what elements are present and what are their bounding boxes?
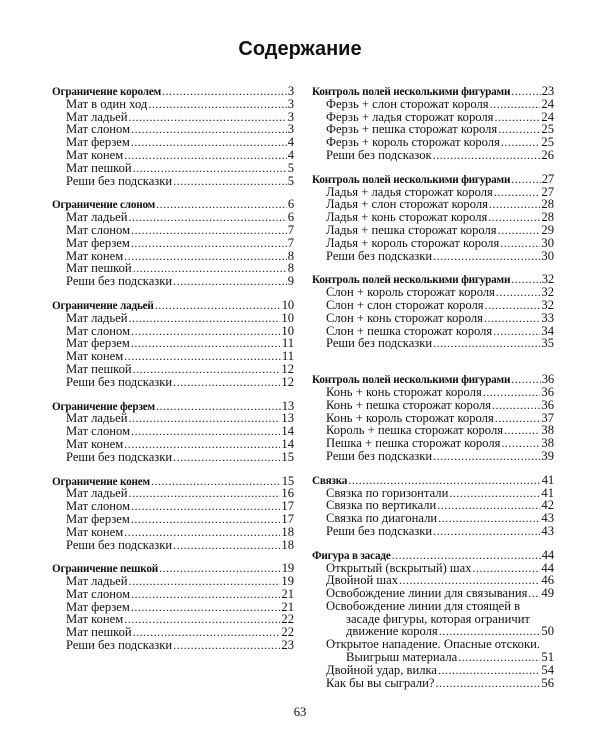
entry-label: Открытый (вскрытый) шах	[326, 560, 472, 575]
dot-leader	[437, 499, 540, 512]
entry-label: Ограничение пешкой	[52, 563, 159, 576]
entry-page-number: 32	[541, 285, 554, 300]
entry-page-number: 4	[287, 147, 294, 162]
entry-page-number: 34	[541, 323, 554, 338]
dot-leader	[511, 85, 541, 98]
entry-label: Реши без подсказки	[326, 336, 433, 351]
dot-leader	[438, 512, 540, 525]
entry-page-number: 30	[541, 235, 554, 250]
dot-leader	[392, 549, 541, 562]
entry-label: Мат конем	[66, 349, 124, 364]
entry-label: движение короля	[346, 624, 438, 639]
entry-page-number: 39	[541, 448, 554, 463]
entry-page-number: 17	[281, 511, 294, 526]
entry-label: Ферзь + слон сторожат короля	[326, 96, 489, 111]
entry-label: Реши без подсказки	[66, 374, 173, 389]
dot-leader	[156, 400, 281, 413]
toc-entry[interactable]	[52, 575, 294, 588]
entry-page-number: 44	[541, 560, 554, 575]
entry-label: Слон + конь сторожат короля	[326, 310, 483, 325]
entry-page-number: 27	[541, 171, 554, 186]
dot-leader	[433, 250, 540, 263]
toc-entry[interactable]	[312, 224, 554, 237]
entry-label: Ладья + король сторожат короля	[326, 235, 500, 250]
entry-label: Контроль полей несколькими фигурами	[312, 374, 511, 387]
entry-label: Связка по горизонтали	[326, 485, 449, 500]
entry-page-number: 6	[287, 210, 294, 225]
entry-page-number: 15	[281, 449, 294, 464]
toc-entry[interactable]	[312, 525, 554, 538]
toc-entry[interactable]	[312, 237, 554, 250]
entry-label: Ферзь + король сторожат короля	[326, 135, 500, 150]
entry-label: Реши без подсказки	[326, 523, 433, 538]
dot-leader	[173, 639, 280, 652]
entry-label: Реши без подсказки	[66, 638, 173, 653]
entry-label: Мат ферзем	[66, 336, 130, 351]
entry-page-number: 14	[281, 436, 294, 451]
toc-section	[52, 562, 294, 652]
entry-label: Мат конем	[66, 436, 124, 451]
toc-entry[interactable]	[312, 587, 554, 600]
entry-label: Фигура в засаде	[312, 549, 391, 562]
dot-leader	[131, 601, 281, 614]
toc-entry[interactable]	[312, 337, 554, 350]
entry-page-number: 10	[281, 310, 294, 325]
entry-page-number: 3	[287, 122, 294, 137]
entry-label: Выигрыш материала	[346, 650, 458, 665]
toc-section-heading[interactable]	[52, 85, 294, 98]
dot-leader	[131, 513, 281, 526]
entry-page-number: 38	[541, 436, 554, 451]
entry-label: Двойной шах	[326, 573, 398, 588]
page-number: 63	[293, 705, 307, 719]
dot-leader	[473, 562, 541, 575]
toc-section-heading[interactable]	[52, 299, 294, 312]
entry-label: Двойной удар, вилка	[326, 662, 437, 677]
toc-entry[interactable]	[312, 250, 554, 263]
entry-page-number: 36	[541, 384, 554, 399]
dot-leader	[173, 376, 280, 389]
entry-page-number: 22	[281, 625, 294, 640]
dot-leader	[131, 425, 280, 438]
dot-leader	[438, 664, 540, 677]
toc-section-heading[interactable]	[312, 549, 554, 562]
entry-label: Реши без подсказки	[66, 449, 173, 464]
dot-leader	[131, 588, 280, 601]
entry-label: Контроль полей несколькими фигурами	[312, 173, 511, 186]
toc-entry[interactable]	[52, 98, 294, 111]
entry-page-number: 26	[541, 147, 554, 162]
entry-label: Связка по диагонали	[326, 511, 438, 526]
toc-entry[interactable]	[312, 149, 554, 162]
dot-leader	[433, 149, 541, 162]
toc-section	[312, 273, 554, 350]
entry-label: Ограничение слоном	[52, 199, 156, 212]
toc-entry[interactable]	[52, 588, 294, 601]
entry-label: Мат ферзем	[66, 511, 130, 526]
dot-leader	[155, 299, 281, 312]
dot-leader	[493, 325, 540, 338]
entry-page-number: 24	[541, 96, 554, 111]
entry-page-number: 5	[287, 173, 294, 188]
entry-label: Мат ферзем	[66, 135, 130, 150]
toc-entry[interactable]	[312, 98, 554, 111]
toc-entry[interactable]	[312, 437, 554, 450]
toc-entry[interactable]	[52, 376, 294, 389]
entry-page-number: 36	[541, 372, 554, 387]
dot-leader	[511, 273, 541, 286]
entry-page-number: 21	[281, 586, 294, 601]
entry-page-number: 51	[541, 650, 554, 665]
dot-leader	[173, 539, 280, 552]
toc-entry[interactable]	[312, 450, 554, 463]
entry-page-number: 28	[541, 210, 554, 225]
entry-page-number: 10	[281, 323, 294, 338]
toc-entry[interactable]	[52, 275, 294, 288]
dot-leader	[128, 487, 280, 500]
entry-page-number: 33	[541, 310, 554, 325]
toc-entry-continuation[interactable]	[312, 651, 554, 664]
entry-page-number: 50	[541, 624, 554, 639]
dot-leader	[133, 363, 281, 376]
toc-entry[interactable]	[312, 312, 554, 325]
entry-label: Пешка + пешка сторожат короля	[326, 436, 501, 451]
toc-entry[interactable]	[52, 149, 294, 162]
dot-leader	[162, 85, 287, 98]
toc-entry[interactable]	[312, 512, 554, 525]
dot-leader	[131, 123, 287, 136]
toc-section	[52, 299, 294, 389]
dot-leader	[492, 399, 540, 412]
dot-leader	[496, 286, 541, 299]
entry-label: Ограничение ладьей	[52, 299, 154, 312]
toc-section	[52, 85, 294, 187]
entry-label: Связка по вертикали	[326, 498, 437, 513]
entry-label: Мат конем	[66, 612, 124, 627]
entry-page-number: 3	[287, 96, 294, 111]
entry-page-number: 23	[281, 638, 294, 653]
entry-page-number: 43	[541, 523, 554, 538]
entry-page-number: 4	[287, 135, 294, 150]
dot-leader	[500, 237, 540, 250]
entry-page-number: 11	[281, 349, 294, 364]
entry-page-number: 12	[281, 374, 294, 389]
entry-label: Мат ферзем	[66, 599, 130, 614]
entry-label: Реши без подсказки	[326, 248, 433, 263]
dot-leader	[124, 526, 280, 539]
entry-page-number: 19	[281, 574, 294, 589]
entry-page-number: 13	[281, 411, 294, 426]
toc-section	[52, 198, 294, 288]
entry-label: Реши без подсказок	[326, 147, 432, 162]
entry-label: Мат пешкой	[66, 625, 132, 640]
dot-leader	[528, 587, 540, 600]
dot-leader	[436, 677, 541, 690]
entry-page-number: 17	[281, 499, 294, 514]
dot-leader	[124, 250, 287, 263]
dot-leader	[124, 613, 280, 626]
entry-label: Слон + слон сторожат короля	[326, 297, 484, 312]
entry-label: Реши без подсказки	[66, 173, 173, 188]
entry-label: Мат пешкой	[66, 160, 132, 175]
dot-leader	[494, 111, 540, 124]
entry-label: Ограничение королем	[52, 86, 162, 98]
dot-leader	[128, 211, 286, 224]
entry-label: Мат ладьей	[66, 486, 128, 501]
entry-page-number: 23	[541, 84, 554, 98]
entry-page-number: 41	[541, 472, 554, 487]
toc-section	[52, 475, 294, 552]
toc-section-heading[interactable]	[312, 173, 554, 186]
entry-page-number: 6	[287, 197, 294, 212]
entry-label: Как бы вы сыграли?	[326, 675, 435, 690]
toc-entry[interactable]	[52, 500, 294, 513]
entry-label: Освобождение линии для стоящей в	[326, 598, 521, 613]
toc-section	[312, 173, 554, 263]
dot-leader	[498, 123, 540, 136]
entry-page-number: 27	[541, 184, 554, 199]
entry-label: Мат ладьей	[66, 109, 128, 124]
entry-label: Мат слоном	[66, 499, 131, 514]
dot-leader	[131, 337, 281, 350]
dot-leader	[131, 237, 287, 250]
entry-page-number: 24	[541, 109, 554, 124]
toc-entry[interactable]	[52, 312, 294, 325]
toc-entry[interactable]	[312, 664, 554, 677]
entry-page-number: 25	[541, 122, 554, 137]
toc-section	[312, 373, 554, 463]
toc-entry[interactable]	[52, 162, 294, 175]
entry-page-number: 46	[541, 573, 554, 588]
entry-label: Конь + конь сторожат короля	[326, 384, 482, 399]
toc-left-column	[52, 85, 294, 663]
entry-label: Ладья + пешка сторожат короля	[326, 222, 497, 237]
dot-leader	[511, 173, 541, 186]
entry-label: Мат конем	[66, 147, 124, 162]
entry-label: Слон + пешка сторожат короля	[326, 323, 493, 338]
toc-entry[interactable]	[52, 224, 294, 237]
toc-entry[interactable]	[312, 677, 554, 690]
toc-section-heading[interactable]	[312, 474, 554, 487]
entry-label: Освобождение линии для связывания	[326, 586, 528, 601]
entry-page-number: 3	[287, 84, 294, 98]
entry-page-number: 32	[541, 297, 554, 312]
toc-entry[interactable]	[312, 386, 554, 399]
entry-label: Ферзь + ладья сторожат короля	[326, 109, 494, 124]
dot-leader	[124, 350, 281, 363]
entry-page-number: 37	[541, 410, 554, 425]
entry-page-number: 9	[287, 274, 294, 289]
toc-entry[interactable]	[312, 600, 554, 613]
toc-entry[interactable]	[52, 539, 294, 552]
entry-page-number: 10	[281, 297, 294, 312]
dot-leader	[484, 312, 540, 325]
entry-page-number: 36	[541, 397, 554, 412]
entry-page-number: 43	[541, 511, 554, 526]
toc-entry[interactable]	[52, 513, 294, 526]
entry-page-number: 11	[281, 336, 294, 351]
dot-leader	[156, 198, 287, 211]
entry-label: Реши без подсказки	[66, 537, 173, 552]
entry-label: Реши без подсказки	[66, 274, 173, 289]
dot-leader	[433, 525, 540, 538]
dot-leader	[159, 562, 281, 575]
entry-page-number: 15	[281, 473, 294, 488]
toc-section	[312, 85, 554, 162]
entry-page-number: 13	[281, 398, 294, 413]
dot-leader	[504, 424, 540, 437]
entry-page-number: 12	[281, 361, 294, 376]
toc-entry[interactable]	[312, 299, 554, 312]
entry-label: засаде фигуры, которая ограничит	[346, 611, 530, 626]
dot-leader	[128, 111, 286, 124]
entry-page-number: 56	[541, 675, 554, 690]
dot-leader	[173, 175, 287, 188]
page-title: Содержание	[238, 38, 362, 60]
dot-leader	[433, 450, 540, 463]
entry-page-number: 25	[541, 135, 554, 150]
entry-label: Мат слоном	[66, 222, 131, 237]
entry-page-number: 32	[541, 272, 554, 287]
toc-entry[interactable]	[52, 451, 294, 464]
dot-leader	[348, 474, 541, 487]
dot-leader	[124, 438, 280, 451]
dot-leader	[148, 98, 286, 111]
dot-leader	[501, 437, 540, 450]
entry-label: Мат слоном	[66, 323, 131, 338]
entry-label: Конь + король сторожат короля	[326, 410, 494, 425]
entry-label: Ферзь + пешка сторожат короля	[326, 122, 498, 137]
entry-page-number: 19	[281, 561, 294, 576]
entry-label: Мат пешкой	[66, 361, 132, 376]
entry-label: Мат ладьей	[66, 574, 128, 589]
entry-page-number: 5	[287, 160, 294, 175]
entry-label: Реши без подсказки	[326, 448, 433, 463]
dot-leader	[485, 299, 541, 312]
entry-page-number: 7	[287, 222, 294, 237]
dot-leader	[173, 275, 287, 288]
entry-label: Ограничение конем	[52, 475, 150, 488]
toc-section	[52, 400, 294, 464]
dot-leader	[483, 386, 541, 399]
toc-entry[interactable]	[52, 639, 294, 652]
toc-entry[interactable]	[312, 399, 554, 412]
dot-leader	[489, 198, 540, 211]
entry-page-number: 7	[287, 235, 294, 250]
dot-leader	[133, 162, 287, 175]
entry-page-number: 8	[287, 261, 294, 276]
entry-page-number: 18	[281, 537, 294, 552]
toc-entry[interactable]	[52, 425, 294, 438]
entry-label: Ограничение ферзем	[52, 400, 155, 413]
dot-leader	[131, 325, 280, 338]
dot-leader	[128, 575, 280, 588]
entry-page-number: 30	[541, 248, 554, 263]
entry-page-number: 54	[541, 662, 554, 677]
entry-label: Мат ладьей	[66, 411, 128, 426]
dot-leader	[511, 373, 541, 386]
entry-label: Мат ладьей	[66, 310, 128, 325]
toc-entry[interactable]	[52, 363, 294, 376]
toc-entry[interactable]	[52, 526, 294, 539]
entry-page-number: 21	[281, 599, 294, 614]
entry-page-number: 29	[541, 222, 554, 237]
dot-leader	[131, 224, 287, 237]
entry-label: Мат пешкой	[66, 261, 132, 276]
entry-label: Мат конем	[66, 524, 124, 539]
entry-page-number: 49	[541, 586, 554, 601]
dot-leader	[173, 451, 280, 464]
toc-section-heading[interactable]	[312, 85, 554, 98]
entry-label: Контроль полей несколькими фигурами	[312, 86, 511, 98]
toc-entry[interactable]	[52, 175, 294, 188]
entry-label: Мат ферзем	[66, 235, 130, 250]
dot-leader	[131, 136, 287, 149]
entry-page-number: 35	[541, 336, 554, 351]
dot-leader	[490, 98, 541, 111]
entry-label: Мат слоном	[66, 586, 131, 601]
dot-leader	[501, 136, 541, 149]
entry-label: Слон + король сторожат короля	[326, 285, 495, 300]
entry-label: Ладья + слон сторожат короля	[326, 197, 488, 212]
dot-leader	[151, 475, 281, 488]
entry-label: Связка	[312, 474, 348, 487]
entry-page-number: 28	[541, 197, 554, 212]
entry-label: Мат слоном	[66, 122, 131, 137]
toc-section	[312, 474, 554, 538]
dot-leader	[458, 651, 540, 664]
entry-page-number: 42	[541, 498, 554, 513]
entry-label: Мат ладьей	[66, 210, 128, 225]
dot-leader	[494, 186, 541, 199]
dot-leader	[128, 312, 280, 325]
toc-section	[312, 549, 554, 690]
entry-page-number: 3	[287, 109, 294, 124]
entry-label: Открытое нападение. Опасные отскоки.	[326, 637, 540, 652]
dot-leader	[498, 224, 541, 237]
dot-leader	[131, 500, 280, 513]
entry-label: Мат конем	[66, 248, 124, 263]
entry-label: Мат в один ход	[66, 96, 148, 111]
entry-label: Ладья + ладья сторожат короля	[326, 184, 493, 199]
toc-right-column	[312, 85, 554, 700]
entry-page-number: 16	[281, 486, 294, 501]
entry-page-number: 14	[281, 424, 294, 439]
entry-page-number: 38	[541, 423, 554, 438]
toc-entry[interactable]	[52, 237, 294, 250]
entry-page-number: 18	[281, 524, 294, 539]
entry-page-number: 22	[281, 612, 294, 627]
entry-label: Король + пешка сторожат короля	[326, 423, 504, 438]
dot-leader	[433, 337, 540, 350]
entry-page-number: 41	[541, 485, 554, 500]
entry-label: Мат слоном	[66, 424, 131, 439]
toc-entry[interactable]	[52, 438, 294, 451]
dot-leader	[449, 487, 540, 500]
entry-page-number: 8	[287, 248, 294, 263]
dot-leader	[128, 412, 280, 425]
entry-label: Контроль полей несколькими фигурами	[312, 274, 511, 287]
entry-page-number: 44	[541, 547, 554, 562]
entry-label: Конь + пешка сторожат короля	[326, 397, 492, 412]
entry-label: Ладья + конь сторожат короля	[326, 210, 488, 225]
dot-leader	[124, 149, 287, 162]
